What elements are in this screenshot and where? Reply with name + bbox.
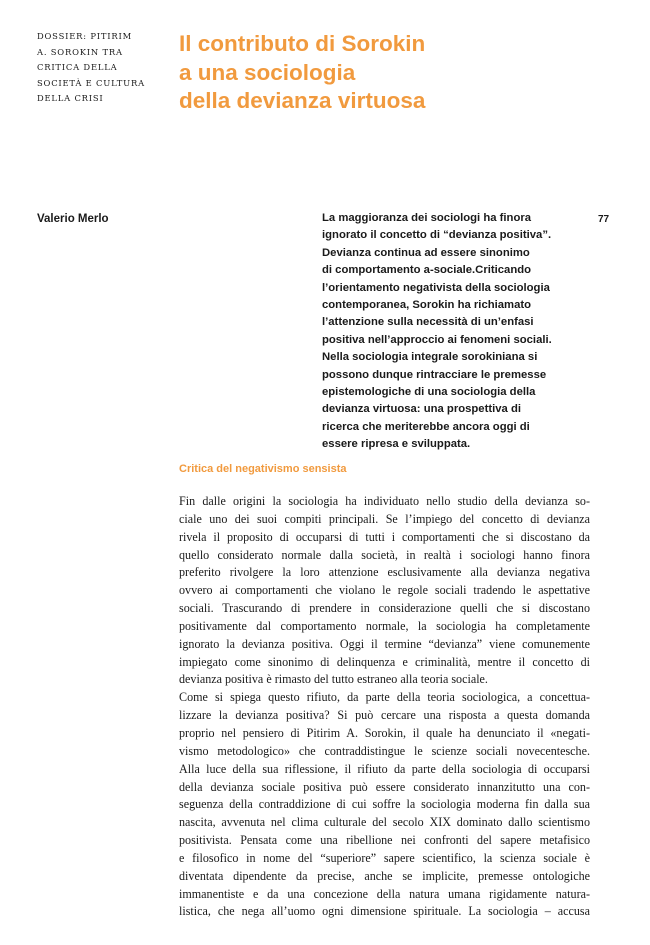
abstract-line: positiva nell’approccio ai fenomeni sociali.	[322, 333, 552, 346]
body-line: positivista. Pensata come una ribellione nei confronti del sapere metafisico	[179, 833, 590, 848]
dossier-line: SOCIETÀ E CULTURA	[37, 77, 145, 88]
abstract-line: contemporanea, Sorokin ha richiamato	[322, 299, 532, 312]
body-line: sociali. Trascurando di prendere in considerazione quelli che si discostano	[179, 601, 590, 616]
body-line: preferito rivolgere la loro attenzione esclusivamente alla devianza negativa	[179, 565, 590, 580]
abstract-line: di comportamento a-sociale.Criticando	[322, 264, 532, 277]
abstract	[322, 210, 597, 454]
body-line: lizzare la devianza positiva? Si può cercare una risposta a questa domanda	[179, 708, 590, 723]
dossier-line: DOSSIER: PITIRIM	[37, 31, 132, 41]
dossier-label	[37, 29, 167, 107]
title-line: della devianza virtuosa	[179, 88, 426, 113]
abstract-line: l’attenzione sulla necessità di un’enfasi	[322, 316, 534, 329]
abstract-line: epistemologiche di una sociologia della	[322, 386, 536, 399]
dossier-line: A. SOROKIN TRA	[37, 46, 123, 57]
body-line: positivamente dal comportamento normale, la sociologia ha completamente	[179, 618, 590, 633]
body-line: della devianza sociale positiva può essere considerato innanzitutto una con-	[179, 779, 590, 794]
dossier-line: CRITICA DELLA	[37, 62, 118, 73]
body-line: Alla luce della sua riflessione, il rifiuto da parte della sociologia di occuparsi	[179, 761, 590, 776]
dossier-line: DELLA CRISI	[37, 93, 104, 104]
body-line: nascita, avvenuta nel clima culturale del secolo XIX dominato dallo scientismo	[179, 815, 590, 830]
body-line: listica, che nega all’uomo ogni dimensione spirituale. La sociologia – accusa	[179, 904, 590, 919]
abstract-line: l’orientamento negativista della sociologia	[322, 281, 550, 294]
body-line: vismo metodologico» che contraddistingue le scienze sociali novecentesche.	[179, 743, 590, 758]
abstract-line: possono dunque rintracciare le premesse	[322, 368, 547, 381]
page-number: 77	[598, 214, 610, 225]
body-line: Come si spiega questo rifiuto, da parte della teoria sociologica, a concettua-	[179, 690, 590, 705]
body-line: devianza positiva è rimasto del tutto estraneo alla teoria sociale.	[179, 672, 488, 687]
body-line: ciale uno dei suoi compiti principali. Se l’impiego del concetto di devianza	[179, 511, 590, 526]
body-text	[179, 493, 590, 921]
section-heading: Critica del negativismo sensista	[179, 463, 347, 475]
body-line: immanentiste e da una concezione della natura umana rigidamente natura-	[179, 886, 590, 901]
abstract-line: Nella sociologia integrale sorokiniana si	[322, 351, 538, 364]
abstract-line: La maggioranza dei sociologi ha finora	[322, 212, 532, 224]
body-line: e filosofico in nome del “superiore” sapere scientifico, la scienza sociale è	[179, 850, 590, 865]
body-line: Fin dalle origini la sociologia ha individuato nello studio della devianza so-	[179, 494, 590, 508]
abstract-line: ignorato il concetto di “devianza positiva”.	[322, 229, 552, 242]
body-line: diventata dipendente da precise, anche se implicite, premesse ontologiche	[179, 868, 590, 883]
abstract-line: Devianza continua ad essere sinonimo	[322, 246, 530, 259]
body-line: seguenza della contraddizione di cui soffre la sociologia moderna fin dalla sua	[179, 797, 590, 812]
author-name: Valerio Merlo	[37, 213, 109, 225]
article-title	[179, 30, 599, 116]
body-line: impiegato come sinonimo di delinquenza e criminalità, mentre il concetto di	[179, 654, 590, 669]
body-line: rivela il proposito di occuparsi di tutti i comportamenti che si discostano da	[179, 529, 590, 544]
title-line: a una sociologia	[179, 59, 356, 85]
body-line: proprio nel pensiero di Pitirim A. Sorokin, il quale ha denunciato il «negati-	[179, 725, 590, 740]
abstract-line: essere ripresa e sviluppata.	[322, 438, 471, 451]
title-line: Il contributo di Sorokin	[179, 31, 426, 56]
body-line: ovvero ai comportamenti che violano le regole sociali tradendo le aspettative	[179, 583, 590, 598]
abstract-line: devianza virtuosa: una prospettiva di	[322, 403, 521, 416]
body-line: quello considerato normale dalla società, in realtà i sociologi hanno finora	[179, 547, 590, 562]
abstract-line: ricerca che meriterebbe ancora oggi di	[322, 420, 530, 433]
body-line: ignorato la devianza positiva. Oggi il termine “devianza” viene comunemente	[179, 636, 590, 651]
